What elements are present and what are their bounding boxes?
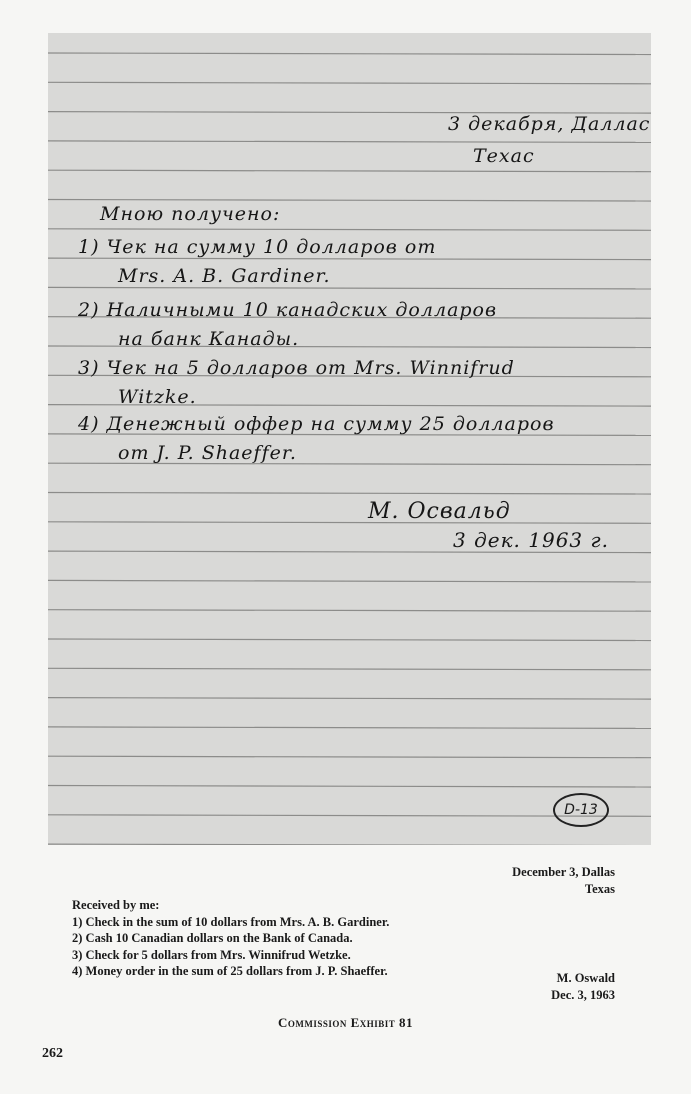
- ruled-line: [48, 53, 651, 55]
- handwritten-item-3-cont: Witzke.: [118, 386, 197, 408]
- handwritten-item-number: 2): [78, 299, 100, 321]
- handwritten-item-text: Чек на сумму 10 долларов от: [106, 236, 437, 258]
- ruled-line: [48, 200, 651, 202]
- translation-date: [512, 864, 615, 897]
- handwritten-item-4-cont: от J. P. Shaeffer.: [118, 442, 297, 464]
- ruled-line: [48, 141, 651, 143]
- translation-item-2: 2) Cash 10 Canadian dollars on the Bank of Canada.: [72, 931, 353, 945]
- ruled-line: [48, 229, 651, 231]
- ruled-line: [48, 580, 651, 582]
- ruled-line: [48, 170, 651, 172]
- translation-signature-block: [551, 970, 615, 1003]
- translation-item-3: 3) Check for 5 dollars from Mrs. Winnifrud Wetzke.: [72, 947, 351, 962]
- ruled-paper-lines: [48, 33, 651, 845]
- translation-state-line: Texas: [584, 881, 615, 896]
- handwritten-item-number: 3): [78, 357, 100, 379]
- ruled-line: [48, 639, 651, 641]
- ruled-line: [48, 287, 651, 289]
- translation-date-line: December 3, Dallas: [512, 865, 615, 879]
- ruled-line: [48, 493, 651, 495]
- handwritten-item-number: 4): [78, 413, 100, 435]
- translation-signature: M. Oswald: [556, 971, 615, 985]
- handwritten-item-text: Чек на 5 долларов от Mrs. Winnifrud: [106, 357, 515, 379]
- exhibit-tag: D-13: [553, 793, 609, 827]
- ruled-line: [48, 727, 651, 729]
- handwritten-item-1: [78, 236, 436, 258]
- translation-item-1: 1) Check in the sum of 10 dollars from Mrs. A. B. Gardiner.: [72, 914, 390, 929]
- translation-item-4: 4) Money order in the sum of 25 dollars from J. P. Shaeffer.: [72, 964, 388, 978]
- handwritten-item-number: 1): [78, 236, 100, 258]
- exhibit-caption: Commission Exhibit 81: [277, 1015, 414, 1030]
- handwritten-item-1-cont: Mrs. A. B. Gardiner.: [118, 265, 331, 287]
- handwritten-item-2-cont: на банк Канады.: [118, 328, 300, 350]
- handwritten-date-place: 3 декабря, Даллас: [448, 113, 651, 135]
- exhibit-photograph: [48, 33, 651, 845]
- handwritten-item-text: Наличными 10 канадских долларов: [106, 299, 498, 321]
- page-number: 262: [42, 1046, 63, 1061]
- translation-signature-date: Dec. 3, 1963: [551, 987, 615, 1002]
- handwritten-item-text: Денежный оффер на сумму 25 долларов: [106, 413, 555, 435]
- translation-heading: Received by me:: [72, 898, 160, 912]
- handwritten-item-2: [78, 299, 497, 321]
- ruled-line: [48, 82, 651, 84]
- ruled-line: [48, 668, 651, 670]
- handwritten-heading: Мною получено:: [100, 203, 281, 225]
- ruled-line: [48, 756, 651, 758]
- ruled-line: [48, 786, 651, 788]
- translation-body: [72, 897, 632, 980]
- ruled-line: [48, 522, 651, 524]
- handwritten-signature: М. Освальд: [368, 499, 511, 524]
- handwritten-item-3: [78, 357, 515, 379]
- ruled-line: [48, 698, 651, 700]
- ruled-line: [48, 610, 651, 612]
- handwritten-signature-date: 3 дек. 1963 г.: [453, 528, 609, 552]
- ruled-line: [48, 844, 651, 845]
- handwritten-item-4: [78, 413, 555, 435]
- handwritten-state: Техас: [473, 145, 535, 167]
- ruled-line: [48, 258, 651, 260]
